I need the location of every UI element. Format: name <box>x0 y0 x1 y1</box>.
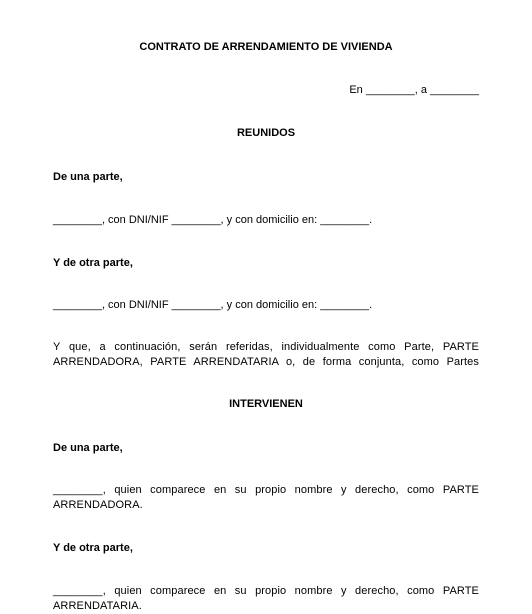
intervener1-paragraph-line: ARRENDADORA. <box>53 499 143 511</box>
intervener1-paragraph-line: ________, quien comparece en su propio nombre y derecho, como PARTE <box>53 484 479 496</box>
intervener2-paragraph <box>53 584 479 614</box>
party1-heading: De una parte, <box>53 171 123 183</box>
parties-paragraph-line: ARRENDADORA, PARTE ARRENDATARIA o, de forma conjunta, como Partes <box>53 356 479 368</box>
party2-heading: Y de otra parte, <box>53 257 133 269</box>
section-heading-reunidos: REUNIDOS <box>236 127 296 139</box>
section-heading-intervienen: INTERVIENEN <box>229 398 303 410</box>
intervener1-heading: De una parte, <box>53 442 123 454</box>
party1-details: ________, con DNI/NIF ________, y con domicilio en: ________. <box>53 214 373 226</box>
document-title: CONTRATO DE ARRENDAMIENTO DE VIVIENDA <box>139 41 393 53</box>
intervener2-heading: Y de otra parte, <box>53 542 133 554</box>
intervener2-paragraph-line: ________, quien comparece en su propio nombre y derecho, como PARTE <box>53 585 479 597</box>
parties-paragraph <box>53 340 479 370</box>
intervener2-paragraph-line: ARRENDATARIA. <box>53 600 142 612</box>
intervener1-paragraph <box>53 483 479 513</box>
parties-paragraph-line: Y que, a continuación, serán referidas, individualmente como Parte, PARTE <box>53 341 479 353</box>
place-date-line: En ________, a ________ <box>349 84 479 96</box>
party2-details: ________, con DNI/NIF ________, y con domicilio en: ________. <box>53 299 373 311</box>
